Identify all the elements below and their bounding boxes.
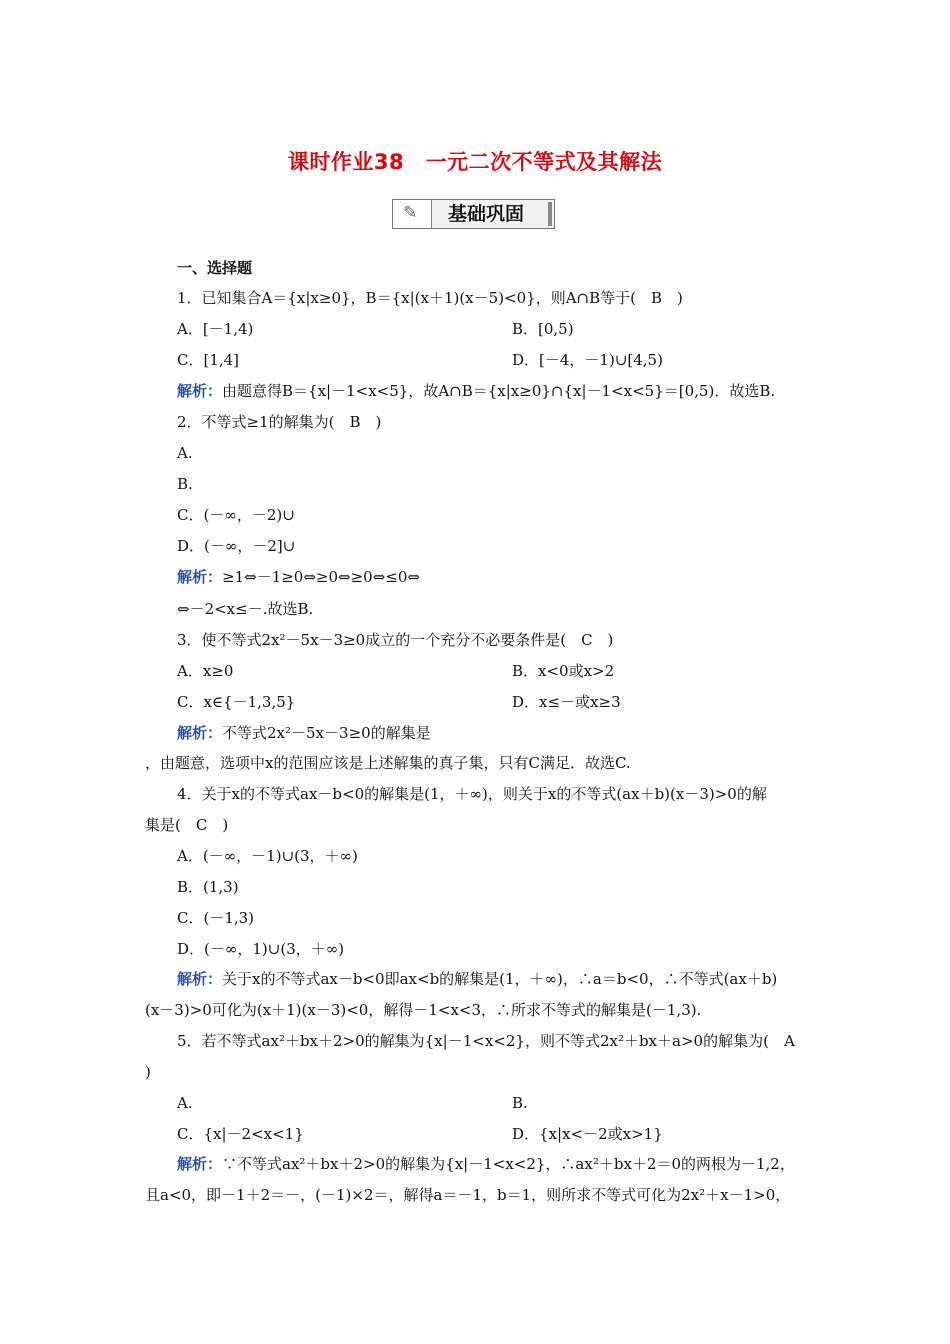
q4-solution-cont: (x－3)>0可化为(x＋1)(x－3)<0，解得－1<x<3，∴所求不等式的解集是(－1,3).: [145, 1001, 702, 1019]
q3-stem: 3．使不等式2x²－5x－3≥0成立的一个充分不必要条件是( C ): [177, 631, 614, 649]
q4-option-b: B．(1,3): [177, 878, 239, 896]
q1-option-b: B．[0,5): [512, 320, 574, 338]
q3-solution: 解析：不等式2x²－5x－3≥0的解集是: [177, 724, 431, 742]
q1-option-d: D．[－4，－1)∪[4,5): [512, 351, 663, 369]
q3-option-b: B．x<0或x>2: [512, 662, 615, 680]
q2-option-d: D．(－∞，－2]∪: [177, 537, 296, 555]
q2-option-a: A.: [177, 444, 193, 462]
q5-stem-cont: ): [145, 1063, 151, 1081]
q1-option-a: A．[－1,4): [177, 320, 254, 338]
badge-label: 基础巩固: [447, 203, 524, 225]
q4-stem: 4．关于x的不等式ax－b<0的解集是(1，＋∞)，则关于x的不等式(ax＋b)(x－3)>0的解: [177, 785, 767, 803]
section-heading: 一、选择题: [177, 259, 253, 277]
pencil-icon: ✎: [403, 203, 418, 223]
page-title: 课时作业38 一元二次不等式及其解法: [287, 150, 663, 174]
q3-option-c: C．x∈{－1,3,5}: [177, 693, 296, 711]
q4-option-d: D．(－∞，1)∪(3，＋∞): [177, 940, 345, 958]
q2-stem: 2．不等式≥1的解集为( B ): [177, 413, 382, 431]
q1-solution: 解析：由题意得B＝{x|－1<x<5}，故A∩B＝{x|x≥0}∩{x|－1<x<5}＝[0,5)．故选B.: [177, 382, 776, 400]
q3-solution-cont: ，由题意，选项中x的范围应该是上述解集的真子集，只有C满足．故选C.: [145, 754, 631, 772]
q5-solution: 解析：∵不等式ax²＋bx＋2>0的解集为{x|－1<x<2}，∴ax²＋bx＋2＝0的两根为－1,2，: [177, 1155, 795, 1173]
q5-solution-cont: 且a<0，即－1＋2＝－，(－1)×2＝，解得a＝－1，b＝1，则所求不等式可化为2x²＋x－1>0，: [145, 1186, 791, 1204]
q4-option-a: A．(－∞，－1)∪(3，＋∞): [177, 847, 358, 865]
q5-stem: 5．若不等式ax²＋bx＋2>0的解集为{x|－1<x<2}，则不等式2x²＋bx＋a>0的解集为( A: [177, 1032, 795, 1050]
q1-stem: 1．已知集合A＝{x|x≥0}，B＝{x|(x＋1)(x－5)<0}，则A∩B等于( B ): [177, 289, 683, 307]
q5-option-d: D．{x|x<－2或x>1}: [512, 1125, 663, 1143]
q5-option-a: A.: [177, 1094, 193, 1112]
q2-option-b: B.: [177, 475, 193, 493]
q1-option-c: C．[1,4]: [177, 351, 240, 369]
q2-solution: 解析：≥1⇔－1≥0⇔≥0⇔≥0⇔≤0⇔: [177, 568, 420, 586]
q2-solution-cont: ⇔－2<x≤－.故选B.: [177, 600, 314, 618]
q5-option-b: B.: [512, 1094, 528, 1112]
q4-solution: 解析：关于x的不等式ax－b<0即ax<b的解集是(1，＋∞)，∴a＝b<0，∴不等式(ax＋b): [177, 970, 778, 988]
q2-option-c: C．(－∞，－2)∪: [177, 506, 295, 524]
q5-option-c: C．{x|－2<x<1}: [177, 1125, 304, 1143]
q4-option-c: C．(－1,3): [177, 909, 255, 927]
q3-option-a: A．x≥0: [177, 662, 234, 680]
q3-option-d: D．x≤－或x≥3: [512, 693, 621, 711]
section-badge: [392, 199, 555, 229]
q4-stem-cont: 集是( C ): [145, 816, 229, 834]
